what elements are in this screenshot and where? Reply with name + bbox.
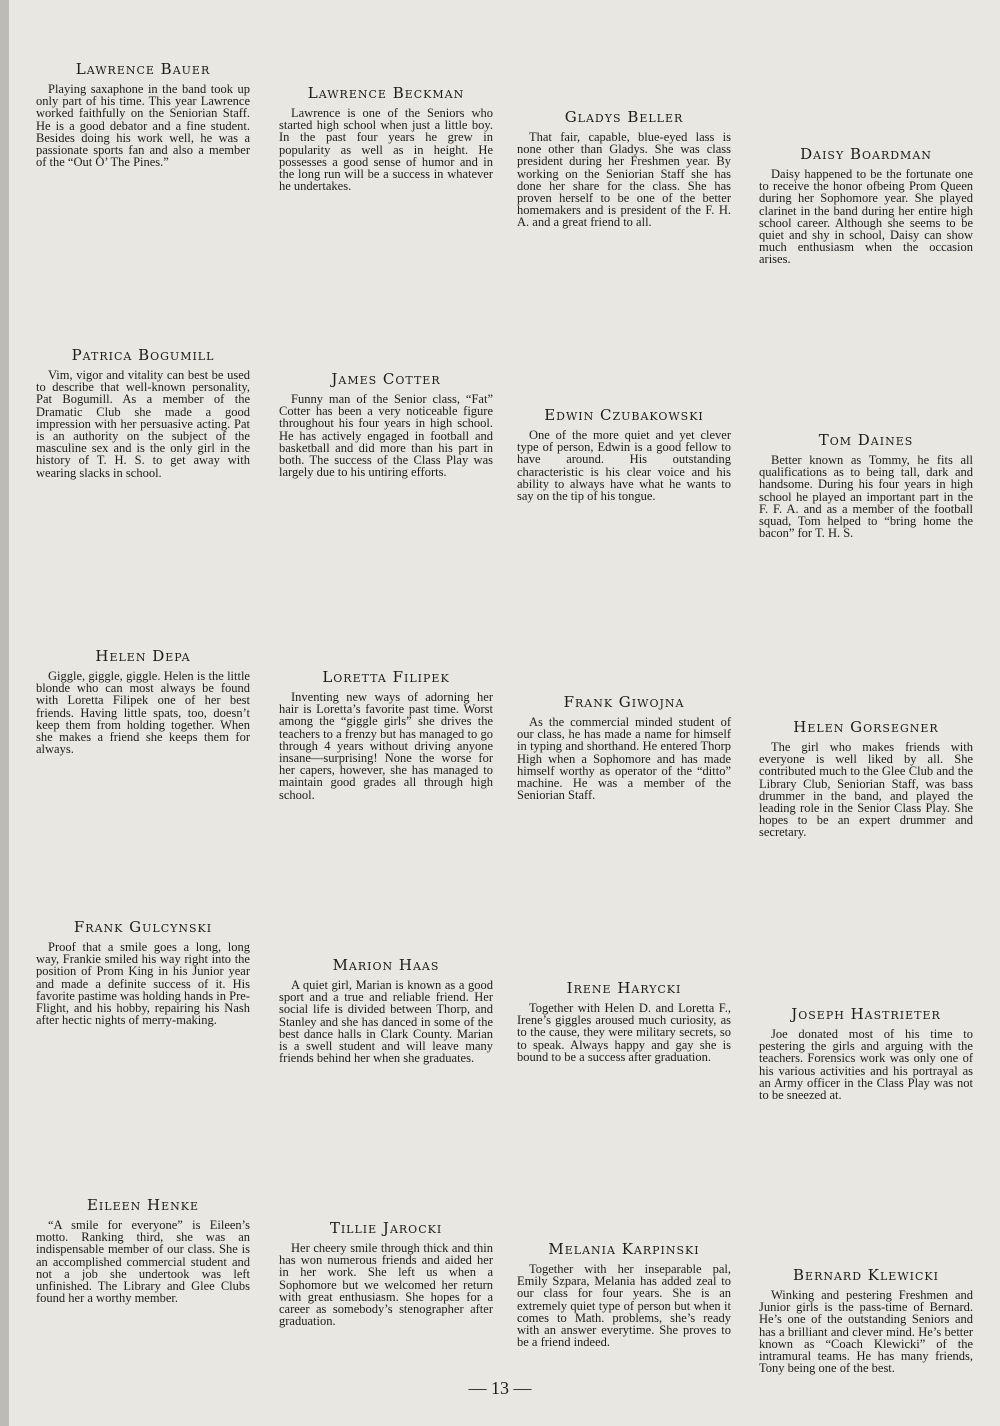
page-binding-edge <box>0 0 9 1426</box>
senior-name: Melania Karpinski <box>548 1240 700 1258</box>
senior-bio: That fair, capable, blue-eyed lass is none other than Gladys. She was class president during her Freshmen year. By working on the Seniorian Staff she has done her share for the class. She has proven herself to be one of the better homemakers and is president of the F. H. A. and a great friend to all. <box>517 130 731 230</box>
senior-bio: Her cheery smile through thick and thin has won numerous friends and aided her in her work. She left us when a Sophomore but we welcomed her return with great enthusiasm. She hopes for a career as somebody’s stenographer after graduation. <box>279 1241 493 1329</box>
senior-bio: Giggle, giggle, giggle. Helen is the little blonde who can most always be found with Loretta Filipek one of her best friends. Having little spats, too, doesn’t keep them from holding together. When she makes a friend she keeps them for always. <box>36 669 250 757</box>
senior-bio: Proof that a smile goes a long, long way, Frankie smiled his way right into the position of Prom King in his Junior year and made a definite success of it. His favorite pastime was holding hands in Pre-Flight, and his hobby, repairing his Nash after hectic nights of merry-making. <box>36 940 250 1028</box>
senior-name: Frank Gulcynski <box>73 918 213 936</box>
senior-entry <box>517 1240 731 1348</box>
senior-entry <box>759 431 973 539</box>
senior-entry <box>759 1266 973 1374</box>
senior-bio: Together with her inseparable pal, Emily Szpara, Melania has added zeal to our class for four years. She is an extremely quiet type of person but when it comes to Math. problems, she’s ready with an answer everytime. She proves to be a friend indeed. <box>517 1262 731 1350</box>
senior-entry <box>279 84 493 192</box>
senior-bio: Inventing new ways of adorning her hair is Loretta’s favorite past time. Worst among the “giggle girls” she drives the teachers to a frenzy but has managed to go through 4 years without driving anyone insane—surprising! None the worse for her capers, however, she has managed to maintain good grades all through high school. <box>279 690 493 802</box>
senior-name: Frank Giwojna <box>563 693 685 711</box>
senior-entry <box>517 979 731 1063</box>
senior-name: James Cotter <box>331 370 441 388</box>
senior-entry <box>36 647 250 755</box>
senior-entry <box>279 370 493 478</box>
senior-bio: Lawrence is one of the Seniors who started high school when just a little boy. In the past four years he grew in popularity as well as in height. He possesses a good sense of humor and in the long run will be a success in whatever he undertakes. <box>279 106 493 194</box>
senior-name: Gladys Beller <box>564 108 684 126</box>
senior-name: Eileen Henke <box>86 1196 200 1214</box>
senior-name: Irene Harycki <box>566 979 682 997</box>
senior-bio: Joe donated most of his time to pestering the girls and arguing with the teachers. Forensics work was only one of his various activities and his portrayal as an Army officer in the Class Play was not to be sneezed at. <box>759 1027 973 1103</box>
senior-bio: Daisy happened to be the fortunate one to receive the honor ofbeing Prom Queen during her Sophomore year. She played clarinet in the band during her entire high school career. Although she seems to be quiet and shy in school, Daisy can show much enthusiasm when the occasion arises. <box>759 167 973 267</box>
senior-entry <box>759 718 973 839</box>
senior-bio: Together with Helen D. and Loretta F., Irene’s giggles aroused much curiosity, as to the cause, they were military secrets, so to speak. Always happy and gay she is bound to be a success after graduation. <box>517 1001 731 1064</box>
senior-entry <box>36 1196 250 1304</box>
senior-entry <box>36 918 250 1026</box>
senior-name: Loretta Filipek <box>322 668 450 686</box>
senior-entry <box>279 1219 493 1327</box>
senior-entry <box>36 60 250 168</box>
senior-entry <box>517 406 731 502</box>
senior-entry <box>759 145 973 266</box>
senior-bio: One of the more quiet and yet clever type of person, Edwin is a good fellow to have around. His outstanding characteristic is his clear voice and his ability to always have what he wants to say on the tip of his tongue. <box>517 428 731 504</box>
senior-bio: Playing saxaphone in the band took up only part of his time. This year Lawrence worked faithfully on the Seniorian Staff. He is a good debator and a fine student. Besides doing his work well, he was a passionate sports fan and also a member of the “Out O’ The Pines.” <box>36 82 250 170</box>
senior-entry <box>279 956 493 1064</box>
page-number: — 13 — <box>468 1378 532 1398</box>
senior-entry <box>517 108 731 229</box>
senior-name: Tillie Jarocki <box>329 1219 443 1237</box>
senior-name: Lawrence Beckman <box>307 84 465 102</box>
senior-entry <box>759 1005 973 1101</box>
senior-bio: A quiet girl, Marian is known as a good sport and a true and reliable friend. Her social life is divided between Thorp, and Stanley and she has danced in some of the best dance halls in Clark County. Marian is a swell student and will leave many friends behind her when she graduates. <box>279 978 493 1066</box>
senior-bio: Winking and pestering Freshmen and Junior girls is the pass-time of Bernard. He’s one of the outstanding Seniors and has a brilliant and clever mind. He’s better known as “Coach Klewicki” of the intramural teams. He has many friends, Tony being one of the best. <box>759 1288 973 1376</box>
senior-entry <box>36 346 250 479</box>
senior-name: Bernard Klewicki <box>793 1266 939 1284</box>
senior-name: Tom Daines <box>818 431 914 449</box>
senior-name: Lawrence Bauer <box>75 60 211 78</box>
senior-entry <box>517 693 731 801</box>
senior-bio: The girl who makes friends with everyone is well liked by all. She contributed much to the Glee Club and the Library Club, Seniorian Staff, was bass drummer in the band, and played the leading role in the Senior Class Play. She hopes to be an expert drummer and secretary. <box>759 740 973 840</box>
senior-bio: Better known as Tommy, he fits all qualifications as to being tall, dark and handsome. During his four years in high school he played an important part in the F. F. A. and as a member of the football squad, Tom helped to “bring home the bacon” for T. H. S. <box>759 453 973 541</box>
senior-bio: Vim, vigor and vitality can best be used to describe that well-known personality, Pat Bogumill. As a member of the Dramatic Club she made a good impression with her persuasive acting. Pat is an authority on the subject of the masculine sex and is the only girl in the history of T. H. S. to get away with wearing slacks in school. <box>36 368 250 480</box>
senior-entry <box>279 668 493 801</box>
senior-name: Joseph Hastrieter <box>791 1005 941 1023</box>
senior-name: Patrica Bogumill <box>71 346 215 364</box>
senior-bio: “A smile for everyone” is Eileen’s motto. Ranking third, she was an indispensable member of our class. She is an accomplished commercial student and not a job she undertook was left unfinished. The Library and Glee Clubs found her a worthy member. <box>36 1218 250 1306</box>
senior-name: Daisy Boardman <box>800 145 932 163</box>
senior-bio: As the commercial minded student of our class, he has made a name for himself in typing and shorthand. He entered Thorp High when a Sophomore and has made himself worthy as operator of the “ditto” machine. He was a member of the Seniorian Staff. <box>517 715 731 803</box>
senior-name: Marion Haas <box>332 956 440 974</box>
senior-name: Edwin Czubakowski <box>544 406 704 424</box>
senior-name: Helen Depa <box>95 647 191 665</box>
senior-bio: Funny man of the Senior class, “Fat” Cotter has been a very noticeable figure throughout his four years in high school. He has actively engaged in football and basketball and did more than his part in both. The success of the Class Play was largely due to his untiring efforts. <box>279 392 493 480</box>
senior-name: Helen Gorsegner <box>793 718 939 736</box>
